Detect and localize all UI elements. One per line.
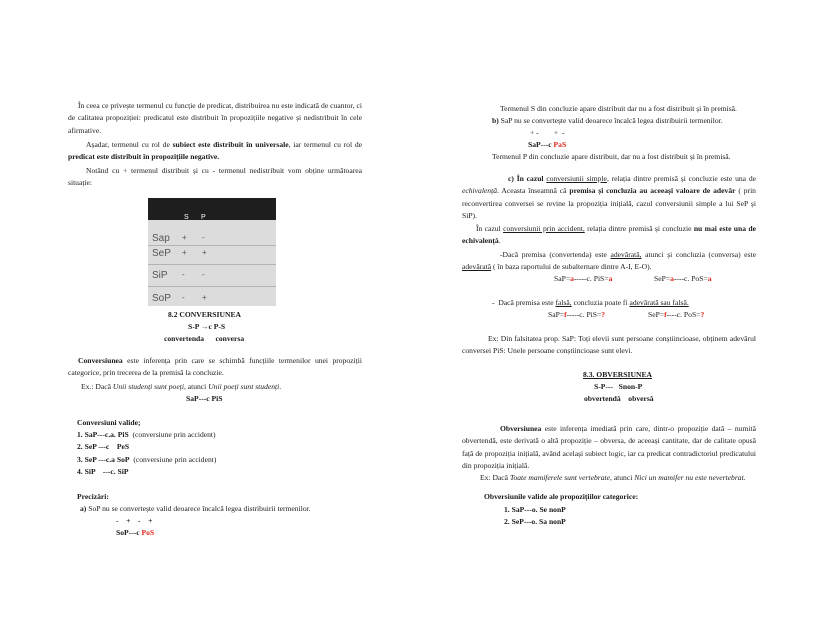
text: c) În cazul <box>508 174 547 183</box>
paragraph-simple-conversion <box>462 173 756 222</box>
conversion-formula: S-P →c P-S <box>188 322 226 331</box>
text: -----c. PiS= <box>573 274 609 283</box>
paragraph-term-s: Termenul S din concluzie apare distribuit dar nu a fost distribuit și în premisă. <box>500 104 737 113</box>
bold-text: nu mai este una de echivalență <box>462 224 756 246</box>
truth-line-2a <box>548 309 605 321</box>
table-cell: + <box>202 248 207 257</box>
paragraph-example: Ex: Din falsitatea prop. SaP: Toți elevii sunt persoane conștiincioase, obținem adevărul conversei PiS: Unele persoane conștiincioase sunt elevi. <box>462 334 756 356</box>
list-item <box>504 504 566 516</box>
precizari-b <box>492 115 723 127</box>
item-note: (conversiune prin accident) <box>128 430 216 439</box>
text: . <box>279 382 282 391</box>
formula-invalid: PaS <box>553 140 567 149</box>
list-item <box>77 429 216 441</box>
obversion-example <box>480 472 746 484</box>
obversion-terms: obvertendă obversă <box>584 394 654 403</box>
precizari-b-signs: + - + - <box>530 128 565 137</box>
text: este inferența imediată prin care, dintr-o propoziție dată – numită obvertendă, este derivată o altă propoziție – obversa, de aceeași cantitate, dar de calitate opusă față de propoziția inițială, având același subiect logic, iar ca predicat contradictoriul predicatului din propoziția inițială. <box>462 424 756 470</box>
text: relația dintre premisă și concluzie <box>584 224 694 233</box>
section-heading: 8.3. OBVERSIUNEA <box>583 370 652 379</box>
list-item <box>77 454 216 466</box>
bold-text: Obversiunea <box>500 424 542 433</box>
text: Ex: Dacă <box>480 473 510 482</box>
conversion-terms: convertenda conversa <box>164 334 245 343</box>
text: . Aceasta înseamnă că <box>497 186 570 196</box>
text: este inferența prin care se schimbă funcțiile termenilor unei propoziții categorice, prin trecerea de la premisă la concluzie. <box>68 356 362 378</box>
text: SaP= <box>548 310 565 319</box>
table-cell: + <box>182 233 187 242</box>
text: ( în baza raportului de subalternare dintre A-I, E-O). <box>491 262 652 272</box>
list-item <box>504 516 566 528</box>
table-divider <box>148 264 276 265</box>
table-divider <box>148 286 276 287</box>
truth-value: a <box>707 274 712 283</box>
distribution-table <box>148 198 276 306</box>
text: atunci și concluzia (conversa) este <box>641 250 756 259</box>
table-row-label: Sap <box>152 233 170 244</box>
paragraph-term-p: Termenul P din concluzie apare distribuit, dar nu a fost distribuit și în premisă. <box>492 152 731 161</box>
truth-value: ? <box>601 310 606 319</box>
table-cell: + <box>202 293 207 302</box>
text: , relația dintre premisă și concluzie este una de <box>606 174 757 183</box>
item-label: b) <box>492 116 499 125</box>
item-formula: SaP---o. Se nonP <box>511 505 566 514</box>
paragraph-obversion-def <box>462 423 756 472</box>
italic-text: Unii poeți sunt studenți <box>208 382 280 391</box>
truth-value: f <box>664 310 667 319</box>
item-formula: SaP---c.a. PiS <box>84 430 129 439</box>
list-item <box>77 441 216 453</box>
item-formula: SeP ---c.a SoP <box>84 454 130 464</box>
table-row-label: SiP <box>152 270 168 281</box>
paragraph-predicate-distribution <box>68 100 362 137</box>
table-header-s: S <box>184 214 189 221</box>
precizari-title: Precizări: <box>77 492 109 501</box>
truth-value: a <box>570 274 574 283</box>
formula-left: SaP---c <box>528 140 554 149</box>
item-note: (conversiune prin accident) <box>129 454 217 464</box>
truth-value: a <box>670 274 674 283</box>
italic-text: Nici un mamifer nu este nevertebrat. <box>634 473 746 482</box>
table-row-label: SeP <box>152 248 171 259</box>
item-label: a) <box>80 504 87 513</box>
valid-obversions-title: Obversiunile valide ale propozițiilor categorice: <box>484 492 639 501</box>
precizari-signs: - + - + <box>116 516 153 525</box>
truth-line-2b <box>648 309 704 321</box>
valid-conversions-list <box>77 429 216 478</box>
table-cell: - <box>182 293 185 302</box>
text: SeP= <box>654 274 671 283</box>
paragraph-notation <box>68 165 362 190</box>
text: ----c. PoS= <box>666 310 701 319</box>
truth-line-1a <box>554 273 612 285</box>
table-cell: - <box>202 233 205 242</box>
text: SaP= <box>554 274 571 283</box>
item-formula: SeP---o. Sa nonP <box>511 517 566 527</box>
text: ----c. PoS= <box>673 274 708 283</box>
precizari-a <box>80 503 311 515</box>
paragraph-conversion-def <box>68 355 362 380</box>
formula-invalid: PoS <box>141 528 155 537</box>
text: . <box>498 236 501 246</box>
obversion-formula: S-P--- Snon-P <box>594 382 643 391</box>
table-row-label: SoP <box>152 293 171 304</box>
underlined-text: adevărată, <box>610 250 642 259</box>
example-formula: SaP---c PiS <box>186 394 223 403</box>
text: În cazul <box>476 224 504 233</box>
list-item <box>77 466 216 478</box>
truth-line-1b <box>654 273 712 285</box>
text: Ex.: Dacă <box>81 382 113 391</box>
item-number: 2. <box>504 517 510 527</box>
truth-value: ? <box>700 310 705 319</box>
table-cell: - <box>182 270 185 279</box>
table-cell: - <box>202 270 205 279</box>
item-formula: SeP ---c PeS <box>84 442 130 452</box>
paragraph-true-premise <box>462 249 756 274</box>
text: , atunci <box>609 473 635 482</box>
underlined-text: adevărată sau falsă. <box>629 298 689 307</box>
item-formula: SiP ---c. SiP <box>84 466 129 476</box>
text: - Dacă premisa este <box>492 298 556 307</box>
paragraph-accident-conversion <box>462 223 756 248</box>
underlined-text: conversiunii prin accident, <box>503 224 585 233</box>
text: SoP nu se convertește valid deoarece încalcă legea distribuirii termenilor. <box>88 504 311 513</box>
bold-text: premisa și concluzia au aceeași valoare de adevăr <box>569 186 736 196</box>
item-number: 1. <box>77 430 83 439</box>
item-number: 1. <box>504 505 510 514</box>
text: concluzia poate fi <box>571 298 630 307</box>
underlined-text: conversiunii simple <box>546 174 607 183</box>
italic-text: echivalență <box>462 186 497 196</box>
text: , iar termenul cu rol de <box>288 140 362 149</box>
truth-value: a <box>608 274 613 283</box>
valid-obversions-list <box>504 504 566 529</box>
item-number: 3. <box>77 454 83 464</box>
text: -Dacă premisa (convertenda) este <box>500 250 611 259</box>
underlined-text: adevărată <box>462 262 492 272</box>
bold-text: Conversiunea <box>78 356 123 365</box>
item-number: 2. <box>77 442 83 452</box>
formula-left: SoP---c <box>116 528 142 537</box>
text: -----c. PiS= <box>566 310 602 319</box>
text: În ceea ce privește termenul cu funcție de predicat, distribuirea nu este indicată de cuantor, ci de calitatea propoziției: predicatul este distribuit în propozițiile negative și nedistribuit în cele afirmative. <box>68 101 362 135</box>
text: Notând cu + termenul distribuit și cu - termenul nedistribuit vom obține următoarea situație: <box>68 166 362 188</box>
underlined-text: falsă, <box>555 298 572 307</box>
text: Așadar, termenul cu rol de <box>86 140 173 149</box>
truth-value: f <box>564 310 567 319</box>
bold-text: predicat este distribuit în propozițiile negative. <box>68 152 220 162</box>
bold-text: subiect este distribuit în universale <box>172 140 289 149</box>
paragraph-summary <box>68 139 362 164</box>
precizari-formula <box>116 527 154 539</box>
text: SaP nu se convertește valid deoarece încalcă legea distribuirii termenilor. <box>500 116 723 125</box>
conversion-example <box>81 381 281 393</box>
italic-text: Toate mamiferele sunt vertebrate <box>509 473 610 482</box>
precizari-b-formula <box>528 139 566 151</box>
italic-text: Unii studenți sunt poeți <box>112 382 184 391</box>
text: ( prin reconvertirea conversei se revine la propoziția inițială, cazul conversiunii simple a lui SeP și SiP). <box>462 186 756 220</box>
table-cell: + <box>182 248 187 257</box>
section-heading: 8.2 CONVERSIUNEA <box>168 310 241 319</box>
valid-conversions-title: Conversiuni valide; <box>77 418 141 427</box>
text: , atunci <box>183 382 209 391</box>
text: SeP= <box>648 310 665 319</box>
table-header-p: P <box>201 214 206 221</box>
paragraph-false-premise <box>492 297 689 309</box>
item-number: 4. <box>77 466 83 476</box>
